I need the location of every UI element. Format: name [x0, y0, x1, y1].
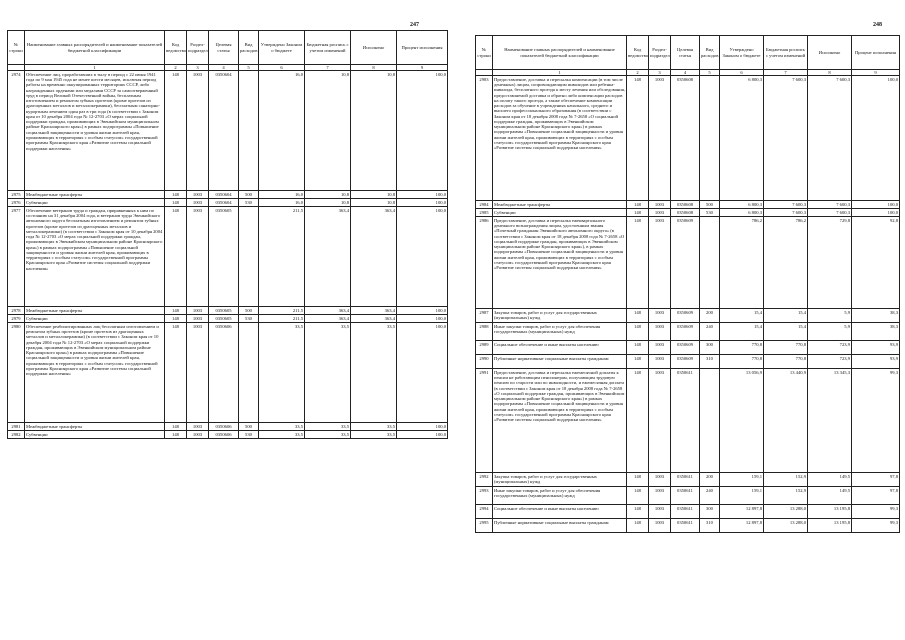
execution-percent: 100,0 — [397, 315, 448, 323]
row-number: 2975 — [8, 191, 25, 199]
executed-amount: 10,8 — [351, 71, 397, 191]
section-code: 1003 — [187, 307, 209, 315]
col-header-utv: Утверждено Законом о бюджете — [259, 31, 305, 65]
row-description: Субвенции — [493, 209, 627, 217]
approved-amount: 15,4 — [720, 309, 764, 323]
column-number: 8 — [351, 65, 397, 71]
row-description: Межбюджетные трансферты — [25, 191, 165, 199]
row-description: Обеспечение лиц, проработавших в тылу в период с 22 июня 1941 года по 9 мая 1945 года не менее шести месяцев, исключая период работы на временно оккупированных территориях СССР, либо награжденных орденами или медалями СССР за самоотверженный труд в период Великой Отечественной войны, бесплатным изготовлением и ремонтом зубных протезов (кроме протезов из драгоценных металлов и металлокерамики), бесплатным санаторно-курортным лечением один раз в три года (в соответствии с Законом края от 10 декабря 2004 года № 12-2703 «О мерах социальной поддержки граждан, проживающих в Эвенкийском муниципальном районе Красноярского края») в рамках подпрограммы «Повышение социальной защищенности и уровня жизни жителей края, проживающих в территориях с особым статусом» государственной программы Красноярского края «Развитие системы социальной поддержки населения» — [25, 71, 165, 191]
target-article: 0350609 — [671, 341, 700, 355]
column-number: 4 — [671, 70, 700, 76]
execution-percent: 100,0 — [397, 307, 448, 315]
row-number: 2983 — [476, 76, 493, 201]
row-description: Субвенции — [25, 199, 165, 207]
column-number: 6 — [259, 65, 305, 71]
table-row — [8, 431, 448, 439]
execution-percent: 100,0 — [397, 207, 448, 307]
approved-amount: 12 897,8 — [720, 519, 764, 533]
budget-amount: 7 600,3 — [764, 209, 808, 217]
budget-table-right — [475, 35, 900, 533]
executed-amount: 7 600,3 — [808, 201, 852, 209]
budget-amount: 10,8 — [305, 71, 351, 191]
dept-code: 148 — [627, 369, 649, 473]
expense-type: 530 — [239, 315, 259, 323]
approved-amount: 6 800,3 — [720, 209, 764, 217]
approved-amount: 159,1 — [720, 473, 764, 487]
col-header-bud: Бюджетная роспись с учетом изменений — [305, 31, 351, 65]
row-description: Предоставление, доставка и пересылка ежеквартального денежного вознаграждения лицам, удостоенным звания «Почетный гражданин Эвенкийского автономного округа» (в соответствии с Законом края от 18 декабря 2008 года № 7-2658 «О социальной поддержке граждан, проживающих в Эвенкийском муниципальном районе Красноярского края»), в рамках подпрограммы «Повышение социальной защищенности и уровня жизни жителей края, проживающих в территориях с особым статусом» государственной программы Красноярского края «Развитие системы социальной поддержки населения» — [493, 217, 627, 309]
column-number: 8 — [808, 70, 852, 76]
left-page — [0, 0, 452, 640]
row-number: 2976 — [8, 199, 25, 207]
budget-amount: 13 288,0 — [764, 519, 808, 533]
row-description: Публичные нормативные социальные выплаты гражданам — [493, 355, 627, 369]
expense-type: 530 — [239, 199, 259, 207]
budget-amount: 13 440,9 — [764, 369, 808, 473]
approved-amount: 786,2 — [720, 217, 764, 309]
executed-amount: 33,5 — [351, 423, 397, 431]
column-number: 9 — [852, 70, 900, 76]
table-row — [8, 191, 448, 199]
row-number: 2977 — [8, 207, 25, 307]
dept-code: 148 — [627, 217, 649, 309]
section-code: 1003 — [649, 209, 671, 217]
dept-code: 148 — [165, 207, 187, 307]
section-code: 1003 — [187, 315, 209, 323]
row-number: 2991 — [476, 369, 493, 473]
target-article: 0350604 — [209, 191, 239, 199]
target-article: 0350609 — [671, 309, 700, 323]
section-code: 1003 — [649, 323, 671, 341]
row-description: Межбюджетные трансферты — [493, 201, 627, 209]
col-header-ved: Код ведомства — [627, 36, 649, 70]
col-header-num: № строки — [8, 31, 25, 65]
row-number: 2985 — [476, 209, 493, 217]
dept-code: 148 — [165, 191, 187, 199]
row-description: Закупка товаров, работ и услуг для государственных (муниципальных) нужд — [493, 309, 627, 323]
budget-amount: 770,8 — [764, 355, 808, 369]
expense-type: 240 — [700, 487, 720, 505]
budget-amount: 7 600,3 — [764, 201, 808, 209]
table-row — [476, 76, 900, 201]
section-code: 1003 — [187, 71, 209, 191]
expense-type: 240 — [700, 323, 720, 341]
budget-amount: 152,9 — [764, 473, 808, 487]
target-article: 0350604 — [209, 71, 239, 191]
row-description: Публичные нормативные социальные выплаты гражданам — [493, 519, 627, 533]
row-number: 2995 — [476, 519, 493, 533]
column-number: 7 — [764, 70, 808, 76]
executed-amount: 363,4 — [351, 315, 397, 323]
table-header-row — [8, 31, 448, 65]
table-row — [8, 423, 448, 431]
row-number: 2989 — [476, 341, 493, 355]
table-row — [476, 355, 900, 369]
executed-amount: 5,9 — [808, 323, 852, 341]
row-number: 2981 — [8, 423, 25, 431]
budget-amount: 152,9 — [764, 487, 808, 505]
row-number: 2993 — [476, 487, 493, 505]
table-row — [8, 307, 448, 315]
expense-type: 500 — [239, 307, 259, 315]
col-header-pct: Процент исполнения — [852, 36, 900, 70]
approved-amount: 6 800,3 — [720, 76, 764, 201]
table-row — [8, 71, 448, 191]
col-header-num: № строки — [476, 36, 493, 70]
target-article: 0350606 — [209, 323, 239, 423]
col-header-vr: Вид расходов — [239, 31, 259, 65]
execution-percent: 100,0 — [397, 431, 448, 439]
target-article: 0350606 — [209, 423, 239, 431]
approved-amount: 211,5 — [259, 207, 305, 307]
execution-percent: 97,8 — [852, 473, 900, 487]
executed-amount: 10,8 — [351, 191, 397, 199]
column-number: 3 — [649, 70, 671, 76]
approved-amount: 33,5 — [259, 431, 305, 439]
approved-amount: 770,8 — [720, 341, 764, 355]
row-description: Межбюджетные трансферты — [25, 307, 165, 315]
column-number: 5 — [239, 65, 259, 71]
col-header-cst: Целевая статья — [209, 31, 239, 65]
approved-amount: 211,5 — [259, 307, 305, 315]
execution-percent: 100,0 — [397, 423, 448, 431]
approved-amount: 211,5 — [259, 315, 305, 323]
column-number: 1 — [25, 65, 165, 71]
executed-amount: 33,5 — [351, 323, 397, 423]
execution-percent: 100,0 — [852, 76, 900, 201]
budget-amount: 13 288,0 — [764, 505, 808, 519]
section-code: 1003 — [187, 199, 209, 207]
col-header-desc: Наименование главных распорядителей и наименование показателей бюджетной классификации — [493, 36, 627, 70]
target-article: 0350611 — [671, 473, 700, 487]
budget-amount: 786,2 — [764, 217, 808, 309]
table-body — [476, 76, 900, 533]
row-number: 2979 — [8, 315, 25, 323]
table-row — [476, 519, 900, 533]
expense-type: 500 — [239, 191, 259, 199]
table-row — [476, 309, 900, 323]
table-row — [476, 217, 900, 309]
dept-code: 148 — [627, 505, 649, 519]
column-number: 3 — [187, 65, 209, 71]
dept-code: 148 — [627, 323, 649, 341]
target-article: 0350611 — [671, 519, 700, 533]
dept-code: 148 — [627, 201, 649, 209]
row-number: 2974 — [8, 71, 25, 191]
row-number: 2978 — [8, 307, 25, 315]
section-code: 1003 — [649, 201, 671, 209]
section-code: 1003 — [649, 505, 671, 519]
dept-code: 148 — [165, 307, 187, 315]
expense-type: 300 — [700, 341, 720, 355]
col-header-isp: Исполнено — [351, 31, 397, 65]
approved-amount: 770,8 — [720, 355, 764, 369]
target-article: 0350609 — [671, 323, 700, 341]
row-description: Социальное обеспечение и иные выплаты населению — [493, 341, 627, 355]
execution-percent: 92,8 — [852, 217, 900, 309]
table-row — [8, 199, 448, 207]
execution-percent: 100,0 — [397, 191, 448, 199]
row-description: Закупка товаров, работ и услуг для государственных (муниципальных) нужд — [493, 473, 627, 487]
dept-code: 148 — [627, 487, 649, 505]
row-description: Иные закупки товаров, работ и услуг для обеспечения государственных (муниципальных) нужд — [493, 487, 627, 505]
col-header-vr: Вид расходов — [700, 36, 720, 70]
executed-amount: 13 195,8 — [808, 519, 852, 533]
expense-type — [239, 71, 259, 191]
expense-type: 200 — [700, 309, 720, 323]
approved-amount: 12 897,8 — [720, 505, 764, 519]
table-row — [476, 505, 900, 519]
expense-type: 500 — [700, 201, 720, 209]
column-number: 9 — [397, 65, 448, 71]
column-number: 7 — [305, 65, 351, 71]
table-row — [8, 323, 448, 423]
executed-amount: 13 345,3 — [808, 369, 852, 473]
expense-type — [700, 76, 720, 201]
section-code: 1003 — [649, 309, 671, 323]
dept-code: 148 — [627, 519, 649, 533]
table-row — [476, 487, 900, 505]
target-article: 0350608 — [671, 209, 700, 217]
col-header-razdel: Раздел-подраздел — [187, 31, 209, 65]
executed-amount: 729,8 — [808, 217, 852, 309]
budget-amount: 363,4 — [305, 307, 351, 315]
target-article: 0350605 — [209, 307, 239, 315]
executed-amount: 723,9 — [808, 355, 852, 369]
executed-amount: 7 600,3 — [808, 76, 852, 201]
budget-amount: 10,8 — [305, 199, 351, 207]
approved-amount: 16,0 — [259, 199, 305, 207]
row-description: Обеспечение реабилитированных лиц бесплатным изготовлением и ремонтом зубных протезов (кроме протезов из драгоценных металлов и металлокерамики) (в соответствии с Законом края от 10 декабря 2004 года № 12-2703 «О мерах социальной поддержки граждан, проживающих в Эвенкийском муниципальном районе Красноярского края») в рамках подпрограммы «Повышение социальной защищенности и уровня жизни жителей края, проживающих в территориях с особым статусом» государственной программы Красноярского края «Развитие системы социальной поддержки населения» — [25, 323, 165, 423]
budget-amount: 33,5 — [305, 431, 351, 439]
section-code: 1003 — [187, 207, 209, 307]
dept-code: 148 — [165, 315, 187, 323]
approved-amount: 6 800,3 — [720, 201, 764, 209]
budget-amount: 33,5 — [305, 423, 351, 431]
section-code: 1003 — [649, 76, 671, 201]
dept-code: 148 — [165, 423, 187, 431]
row-description: Межбюджетные трансферты — [25, 423, 165, 431]
target-article: 0350609 — [671, 355, 700, 369]
approved-amount: 159,1 — [720, 487, 764, 505]
expense-type: 530 — [239, 431, 259, 439]
executed-amount: 723,9 — [808, 341, 852, 355]
budget-amount: 363,4 — [305, 315, 351, 323]
executed-amount: 13 195,8 — [808, 505, 852, 519]
col-header-ved: Код ведомства — [165, 31, 187, 65]
executed-amount: 149,5 — [808, 473, 852, 487]
execution-percent: 100,0 — [852, 209, 900, 217]
approved-amount: 16,0 — [259, 191, 305, 199]
section-code: 1003 — [649, 473, 671, 487]
execution-percent: 100,0 — [397, 199, 448, 207]
target-article: 0350609 — [671, 217, 700, 309]
executed-amount: 363,4 — [351, 307, 397, 315]
target-article: 0350606 — [209, 431, 239, 439]
dept-code: 148 — [165, 431, 187, 439]
dept-code: 148 — [165, 71, 187, 191]
expense-type: 530 — [700, 209, 720, 217]
row-number: 2990 — [476, 355, 493, 369]
execution-percent: 100,0 — [397, 71, 448, 191]
execution-percent: 100,0 — [397, 323, 448, 423]
dept-code: 148 — [627, 341, 649, 355]
execution-percent: 38,3 — [852, 309, 900, 323]
row-description: Иные закупки товаров, работ и услуг для обеспечения государственных (муниципальных) нужд — [493, 323, 627, 341]
table-body — [8, 71, 448, 439]
section-code: 1003 — [187, 431, 209, 439]
page-number: 247 — [410, 22, 419, 28]
expense-type: 200 — [700, 473, 720, 487]
page-number: 248 — [873, 22, 882, 28]
section-code: 1003 — [649, 355, 671, 369]
target-article: 0350611 — [671, 505, 700, 519]
section-code: 1003 — [649, 519, 671, 533]
executed-amount: 363,4 — [351, 207, 397, 307]
expense-type: 310 — [700, 519, 720, 533]
execution-percent: 99,3 — [852, 505, 900, 519]
column-number: 2 — [627, 70, 649, 76]
table-row — [476, 341, 900, 355]
col-header-utv: Утверждено Законом о бюджете — [720, 36, 764, 70]
col-header-razdel: Раздел-подраздел — [649, 36, 671, 70]
table-row — [8, 315, 448, 323]
target-article: 0350605 — [209, 315, 239, 323]
column-number: 1 — [493, 70, 627, 76]
table-row — [476, 209, 900, 217]
budget-amount: 363,4 — [305, 207, 351, 307]
row-description: Обеспечение ветеранов труда и граждан, приравненных к ним по состоянию на 31 декабря 2004 года, и ветеранов труда Эвенкийского автономного округа бесплатным изготовлением и ремонтом зубных протезов (кроме протезов из драгоценных металлов и металлокерамики) (в соответствии с Законом края от 10 декабря 2004 года № 12-2703 «О мерах социальной поддержки граждан, проживающих в Эвенкийском муниципальном районе Красноярского края») в рамках подпрограммы «Повышение социальной защищенности и уровня жизни жителей края, проживающих в территориях с особым статусом» государственной программы Красноярского края «Развитие системы социальной поддержки населения» — [25, 207, 165, 307]
target-article: 0350611 — [671, 487, 700, 505]
expense-type — [700, 217, 720, 309]
row-number: 2988 — [476, 323, 493, 341]
col-header-desc: Наименование главных распорядителей и наименование показателей бюджетной классификации — [25, 31, 165, 65]
section-code: 1003 — [649, 217, 671, 309]
executed-amount: 5,9 — [808, 309, 852, 323]
budget-amount: 15,4 — [764, 309, 808, 323]
table-row — [476, 473, 900, 487]
executed-amount: 33,5 — [351, 431, 397, 439]
section-code: 1003 — [187, 191, 209, 199]
approved-amount: 15,4 — [720, 323, 764, 341]
table-row — [476, 201, 900, 209]
expense-type: 500 — [239, 423, 259, 431]
budget-amount: 7 600,3 — [764, 76, 808, 201]
column-number: 5 — [700, 70, 720, 76]
target-article: 0350608 — [671, 76, 700, 201]
col-header-pct: Процент исполнения — [397, 31, 448, 65]
executed-amount: 7 600,3 — [808, 209, 852, 217]
column-number: 4 — [209, 65, 239, 71]
section-code: 1003 — [649, 369, 671, 473]
approved-amount: 33,5 — [259, 423, 305, 431]
execution-percent: 100,0 — [852, 201, 900, 209]
dept-code: 148 — [627, 76, 649, 201]
execution-percent: 93,9 — [852, 355, 900, 369]
execution-percent: 99,3 — [852, 369, 900, 473]
row-description: Субвенции — [25, 315, 165, 323]
budget-amount: 33,5 — [305, 323, 351, 423]
row-number: 2984 — [476, 201, 493, 209]
budget-amount: 10,8 — [305, 191, 351, 199]
target-article: 0350604 — [209, 199, 239, 207]
section-code: 1003 — [187, 423, 209, 431]
expense-type: 300 — [700, 505, 720, 519]
section-code: 1003 — [187, 323, 209, 423]
budget-amount: 15,4 — [764, 323, 808, 341]
approved-amount: 13 056,9 — [720, 369, 764, 473]
table-row — [8, 207, 448, 307]
execution-percent: 99,3 — [852, 519, 900, 533]
target-article: 0350605 — [209, 207, 239, 307]
dept-code: 148 — [627, 209, 649, 217]
table-row — [476, 369, 900, 473]
expense-type — [239, 207, 259, 307]
row-number: 2987 — [476, 309, 493, 323]
executed-amount: 10,8 — [351, 199, 397, 207]
row-number: 2992 — [476, 473, 493, 487]
execution-percent: 97,8 — [852, 487, 900, 505]
table-row — [476, 323, 900, 341]
table-header-row — [476, 36, 900, 70]
right-page — [453, 0, 905, 640]
row-number: 2994 — [476, 505, 493, 519]
row-number: 2982 — [8, 431, 25, 439]
section-code: 1003 — [649, 487, 671, 505]
expense-type — [239, 323, 259, 423]
dept-code: 148 — [165, 199, 187, 207]
row-number: 2980 — [8, 323, 25, 423]
col-header-isp: Исполнено — [808, 36, 852, 70]
approved-amount: 16,0 — [259, 71, 305, 191]
execution-percent: 93,9 — [852, 341, 900, 355]
row-description: Субвенции — [25, 431, 165, 439]
row-description: Предоставление, доставка и пересылка ежемесячной доплаты к пенсии не работающим пенсионерам, получающим трудовую пенсию по старости или по инвалидности, и ежемесячная доплата (в соответствии с Законом края от 18 декабря 2008 года № 7-2658 «О социальной поддержке граждан, проживающих в Эвенкийском муниципальном районе Красноярского края») в рамках подпрограммы «Повышение социальной защищенности и уровня жизни жителей края, проживающих в территориях с особым статусом» государственной программы Красноярского края «Развитие системы социальной поддержки населения» — [493, 369, 627, 473]
column-number: 2 — [165, 65, 187, 71]
row-number: 2986 — [476, 217, 493, 309]
col-header-bud: Бюджетная роспись с учетом изменений — [764, 36, 808, 70]
target-article: 0350608 — [671, 201, 700, 209]
dept-code: 148 — [165, 323, 187, 423]
dept-code: 148 — [627, 309, 649, 323]
dept-code: 148 — [627, 473, 649, 487]
expense-type: 310 — [700, 355, 720, 369]
row-description: Социальное обеспечение и иные выплаты населению — [493, 505, 627, 519]
column-number: 6 — [720, 70, 764, 76]
dept-code: 148 — [627, 355, 649, 369]
approved-amount: 33,5 — [259, 323, 305, 423]
executed-amount: 149,5 — [808, 487, 852, 505]
budget-amount: 770,8 — [764, 341, 808, 355]
section-code: 1003 — [649, 341, 671, 355]
budget-table-left — [7, 30, 448, 439]
expense-type — [700, 369, 720, 473]
execution-percent: 38,3 — [852, 323, 900, 341]
col-header-cst: Целевая статья — [671, 36, 700, 70]
target-article: 0350611 — [671, 369, 700, 473]
row-description: Предоставление, доставка и пересылка компенсации (в том числе денежных) лицам, сопровождающим инвалидов или ребенка-инвалида, бесплатного проезда к месту лечения или обследования, предоставляемой доставка и обратно либо компенсации расходов на оплату такого проезда, а также обеспечение компенсации расходов за обучение в учреждениях начального, среднего и высшего профессионального образования (в соответствии с Законом края от 18 декабря 2008 года № 7-2658 «О социальной поддержке граждан, проживающих в Эвенкийском муниципальном районе Красноярского края») в рамках подпрограммы «Повышение социальной защищенности и уровня жизни жителей края, проживающих в территориях с особым статусом» государственной программы Красноярского края «Развитие системы социальной поддержки населения» — [493, 76, 627, 201]
